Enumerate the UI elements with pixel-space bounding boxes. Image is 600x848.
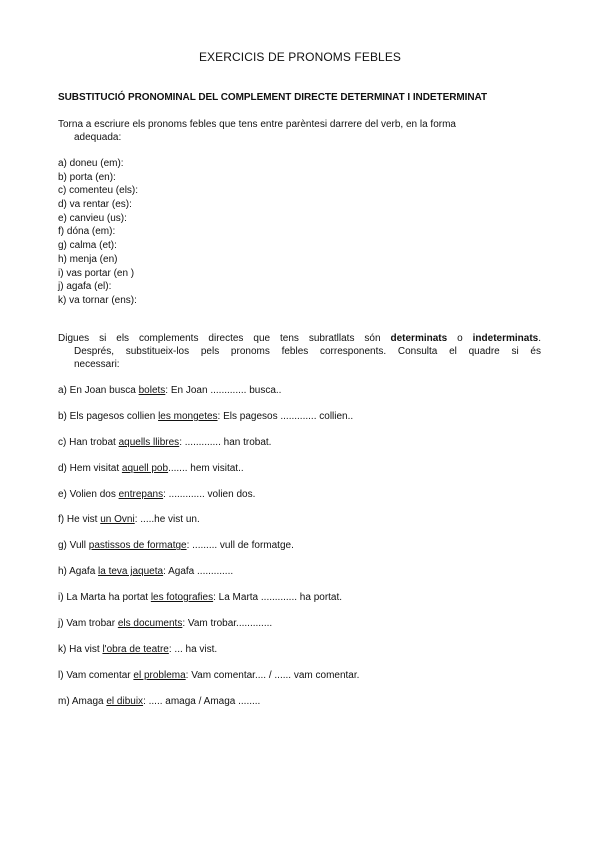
item-text: h) Agafa xyxy=(58,566,99,578)
list-item: e) canvieu (us): xyxy=(58,212,127,224)
bold-term-indeterminats: indeterminats xyxy=(472,333,539,344)
underlined-complement: pastissos de formatge xyxy=(88,540,187,552)
item-text: m) Amaga xyxy=(58,695,107,707)
item-text: e) Volien dos xyxy=(58,488,119,500)
underlined-complement: un Ovni xyxy=(100,514,135,526)
underlined-complement: les fotografies xyxy=(150,592,214,604)
section-subtitle: SUBSTITUCIÓ PRONOMINAL DEL COMPLEMENT DIRECTE DETERMINAT I INDETERMINAT xyxy=(58,92,488,103)
item-text: : ......... vull de formatge. xyxy=(186,540,294,552)
list-item: i) vas portar (en ) xyxy=(58,267,135,279)
underlined-complement: la teva jaqueta xyxy=(98,566,164,578)
list-item: b) porta (en): xyxy=(58,171,116,183)
underlined-complement: el problema xyxy=(133,669,186,681)
list-item: a) doneu (em): xyxy=(58,158,124,169)
instruction-2-text: o xyxy=(447,333,473,344)
item-text: d) Hem visitat xyxy=(58,462,122,474)
item-text: : ... ha vist. xyxy=(168,643,218,655)
list-item xyxy=(58,462,359,488)
item-text: k) Ha vist xyxy=(58,643,103,655)
list-item xyxy=(58,410,359,436)
list-item: h) menja (en) xyxy=(58,253,118,265)
instruction-1 xyxy=(58,118,538,144)
item-text: j) Vam trobar xyxy=(58,618,118,630)
item-text: c) Han trobat xyxy=(58,436,119,448)
list-item xyxy=(58,617,359,643)
bold-term-determinats: determinats xyxy=(390,333,448,344)
item-text: f) He vist xyxy=(58,514,101,526)
underlined-complement: bolets xyxy=(138,385,166,396)
exercise-2-list xyxy=(58,384,359,721)
underlined-complement: aquell pob xyxy=(121,462,169,474)
list-item xyxy=(58,643,359,669)
underlined-complement: el dibuix xyxy=(106,695,144,707)
list-item: d) va rentar (es): xyxy=(58,199,132,211)
item-text: a) En Joan busca xyxy=(58,385,139,396)
item-text: i) La Marta ha portat xyxy=(58,592,151,604)
underlined-complement: les mongetes xyxy=(158,410,218,422)
item-text: : ............. han trobat. xyxy=(179,436,272,448)
underlined-complement: els documents xyxy=(117,618,183,630)
list-item: c) comenteu (els): xyxy=(58,185,139,197)
list-item xyxy=(58,384,359,410)
list-item xyxy=(58,436,359,462)
item-text: : Vam trobar............. xyxy=(182,618,273,630)
list-item xyxy=(58,539,359,565)
instruction-2 xyxy=(58,332,541,371)
item-text: g) Vull xyxy=(58,540,89,552)
list-item: j) agafa (el): xyxy=(58,281,112,293)
item-text: : En Joan ............. busca.. xyxy=(165,385,282,396)
item-text: b) Els pagesos collien xyxy=(58,410,159,422)
instruction-2-text: . xyxy=(538,333,541,344)
item-text: : Agafa ............. xyxy=(163,566,234,578)
list-item: f) dóna (em): xyxy=(58,226,116,238)
underlined-complement: l'obra de teatre xyxy=(102,643,169,655)
item-text: : La Marta ............. ha portat. xyxy=(213,592,343,604)
list-item xyxy=(58,669,359,695)
instruction-2-line-3: necessari: xyxy=(74,359,120,370)
list-item: k) va tornar (ens): xyxy=(58,294,137,306)
page-title: EXERCICIS DE PRONOMS FEBLES xyxy=(198,50,402,64)
instruction-2-text: Digues si els complements directes que tens subratllats són xyxy=(58,333,391,344)
list-item xyxy=(58,488,359,514)
instruction-2-line-2: Després, substitueix-los pels pronoms febles corresponents. Consulta el quadre si és xyxy=(74,346,541,357)
item-text: : ............. volien dos. xyxy=(163,488,256,500)
item-text: : Vam comentar.... / ...... vam comentar. xyxy=(185,669,360,681)
list-item xyxy=(58,565,359,591)
list-item xyxy=(58,695,359,721)
underlined-complement: entrepans xyxy=(118,488,164,500)
list-item: g) calma (et): xyxy=(58,240,117,252)
list-item xyxy=(58,513,359,539)
instruction-2-line-1 xyxy=(58,332,541,345)
item-text: : Els pagesos ............. collien.. xyxy=(217,410,354,422)
instruction-1-line-2: adequada: xyxy=(74,132,122,143)
exercise-1-list xyxy=(58,157,138,308)
underlined-complement: aquells llibres xyxy=(118,436,180,448)
instruction-1-line-1: Torna a escriure els pronoms febles que tens entre parèntesi darrere del verb, en la forma xyxy=(58,119,456,130)
item-text: l) Vam comentar xyxy=(58,669,134,681)
item-text: ....... hem visitat.. xyxy=(168,462,244,474)
item-text: : ..... amaga / Amaga ........ xyxy=(143,695,261,707)
list-item xyxy=(58,591,359,617)
item-text: : .....he vist un. xyxy=(134,514,200,526)
